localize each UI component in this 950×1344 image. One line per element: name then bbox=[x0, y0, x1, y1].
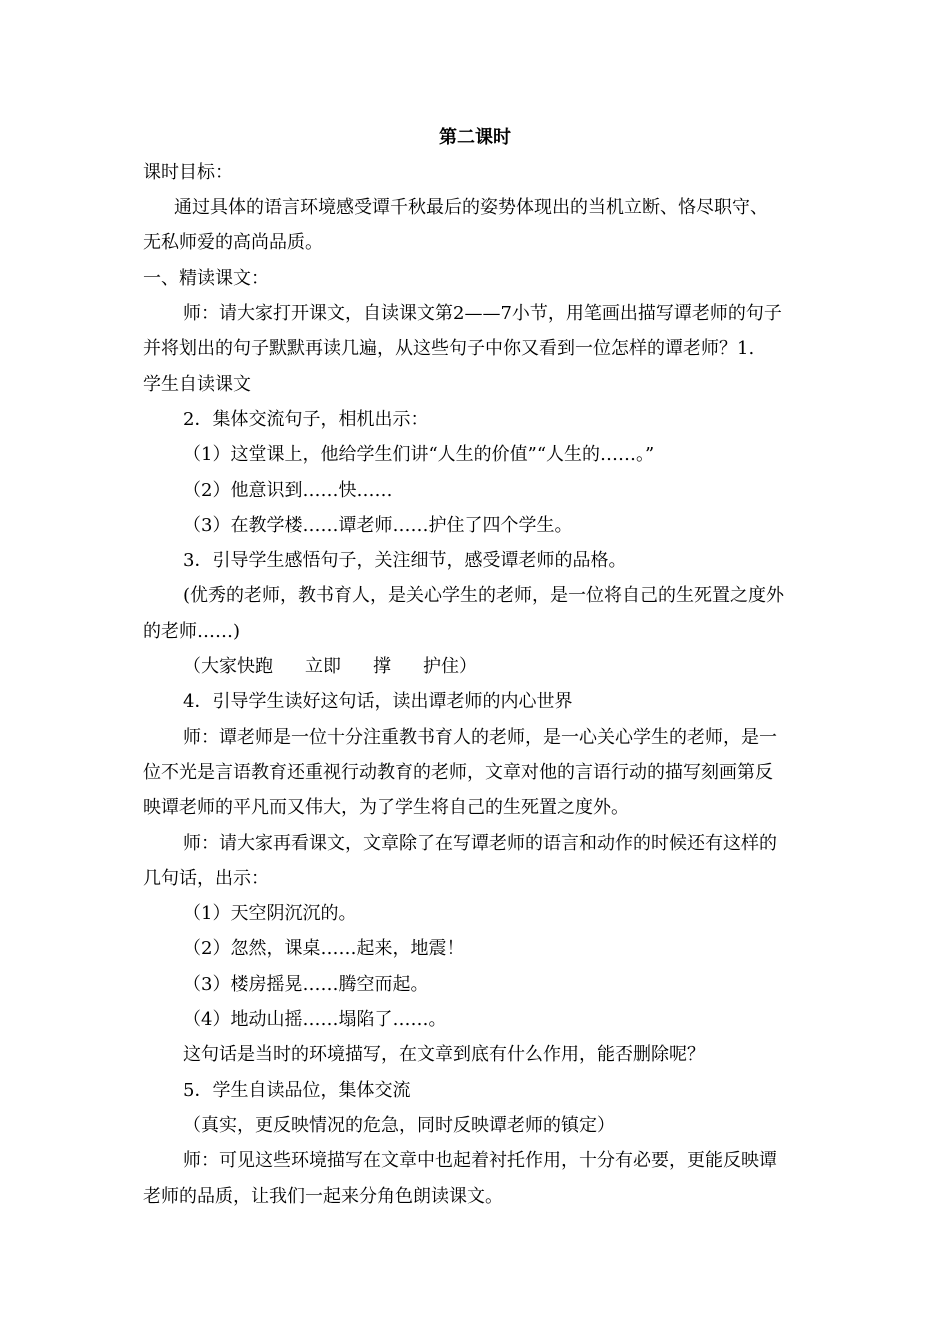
quote-item: （3）楼房摇晃……腾空而起。 bbox=[183, 974, 429, 995]
paragraph-line: 位不光是言语教育还重视行动教育的老师，文章对他的言语行动的描写刻画第反 bbox=[143, 762, 773, 783]
step-item: 5．学生自读品位，集体交流 bbox=[183, 1080, 411, 1101]
step-item: 4．引导学生读好这句话，读出谭老师的内心世界 bbox=[183, 691, 573, 712]
paragraph-line: 师：请大家再看课文，文章除了在写谭老师的语言和动作的时候还有这样的 bbox=[183, 833, 777, 854]
keyword: 撑 bbox=[373, 656, 391, 677]
paragraph-line: 学生自读课文 bbox=[143, 374, 251, 395]
step-item: 3．引导学生感悟句子，关注细节，感受谭老师的品格。 bbox=[183, 550, 627, 571]
quote-item: （1）天空阴沉沉的。 bbox=[183, 903, 357, 924]
page-title: 第二课时 bbox=[439, 127, 511, 148]
objective-heading: 课时目标： bbox=[143, 162, 233, 183]
answer-line: (优秀的老师，教书育人，是关心学生的老师，是一位将自己的生死置之度外 bbox=[183, 585, 785, 606]
quote-item: （1）这堂课上，他给学生们讲“人生的价值”“人生的……。” bbox=[183, 444, 655, 465]
paragraph-line: 师：谭老师是一位十分注重教书育人的老师，是一心关心学生的老师，是一 bbox=[183, 727, 777, 748]
paragraph-line: 几句话，出示： bbox=[143, 868, 269, 889]
keywords-line bbox=[183, 655, 477, 679]
keyword: 立即 bbox=[305, 656, 341, 677]
answer-line: 的老师……) bbox=[143, 621, 241, 642]
paragraph-line: 并将划出的句子默默再读几遍，从这些句子中你又看到一位怎样的谭老师？1. bbox=[143, 338, 755, 359]
keyword: （大家快跑 bbox=[183, 656, 273, 677]
paragraph-line: 映谭老师的平凡而又伟大，为了学生将自己的生死置之度外。 bbox=[143, 797, 629, 818]
step-item: 2．集体交流句子，相机出示： bbox=[183, 409, 429, 430]
section-heading: 一、精读课文： bbox=[143, 268, 269, 289]
answer-line: （真实，更反映情况的危急，同时反映谭老师的镇定） bbox=[183, 1115, 615, 1136]
paragraph-line: 师：可见这些环境描写在文章中也起着衬托作用，十分有必要，更能反映谭 bbox=[183, 1150, 777, 1171]
objective-text-line: 无私师爱的高尚品质。 bbox=[143, 232, 323, 253]
objective-text-line: 通过具体的语言环境感受谭千秋最后的姿势体现出的当机立断、恪尽职守、 bbox=[174, 197, 768, 218]
quote-item: （4）地动山摇……塌陷了……。 bbox=[183, 1009, 447, 1030]
question-line: 这句话是当时的环境描写，在文章到底有什么作用，能否删除呢？ bbox=[183, 1044, 705, 1065]
keyword: 护住） bbox=[423, 656, 477, 677]
paragraph-line: 师：请大家打开课文，自读课文第2——7小节，用笔画出描写谭老师的句子 bbox=[183, 303, 782, 324]
paragraph-line: 老师的品质，让我们一起来分角色朗读课文。 bbox=[143, 1186, 503, 1207]
quote-item: （2）忽然，课桌……起来，地震！ bbox=[183, 938, 465, 959]
quote-item: （3）在教学楼……谭老师……护住了四个学生。 bbox=[183, 515, 573, 536]
quote-item: （2）他意识到……快…… bbox=[183, 480, 393, 501]
